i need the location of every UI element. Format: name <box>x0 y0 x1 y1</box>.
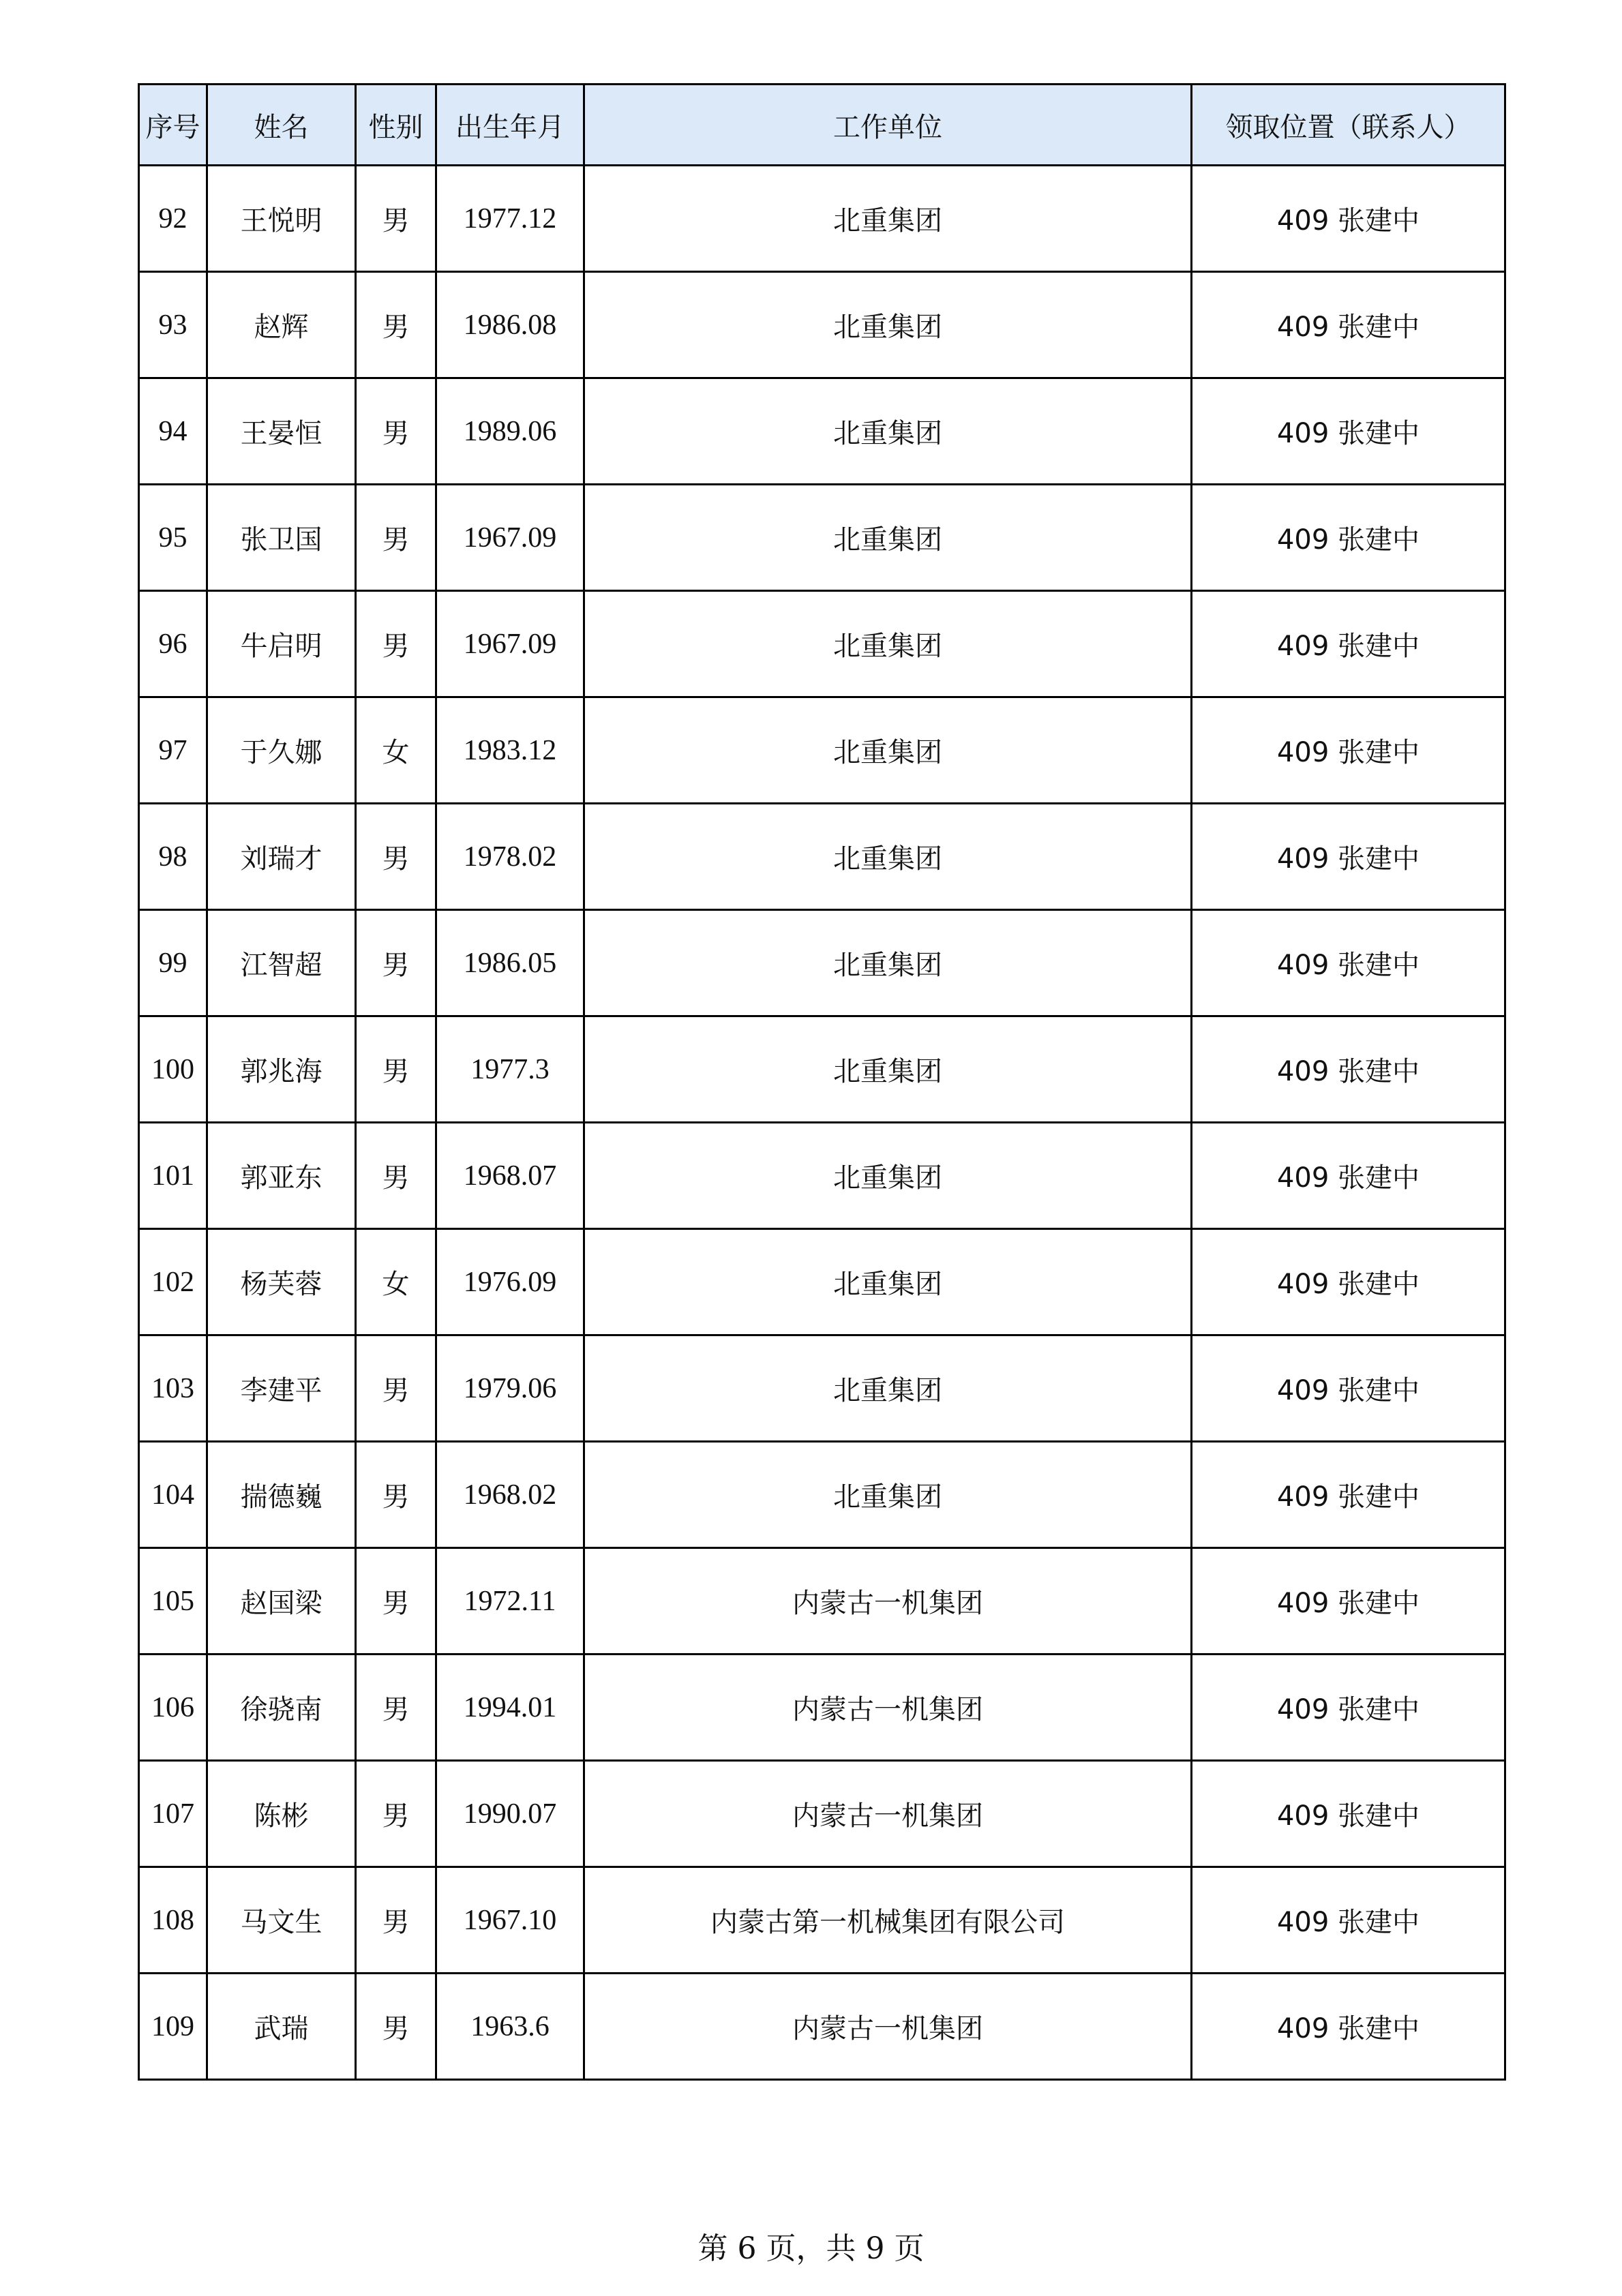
table-row <box>139 1123 1505 1229</box>
cell-name: 李建平 <box>207 1335 356 1442</box>
table-row <box>139 1548 1505 1655</box>
header-gender: 性别 <box>356 85 436 166</box>
cell-pickup: 409 张建中 <box>1192 1974 1505 2080</box>
cell-birth: 1990.07 <box>436 1761 584 1867</box>
cell-gender: 男 <box>356 591 436 697</box>
cell-name: 牛启明 <box>207 591 356 697</box>
cell-birth: 1989.06 <box>436 378 584 485</box>
table-row <box>139 1761 1505 1867</box>
cell-gender: 男 <box>356 1655 436 1761</box>
cell-birth: 1967.09 <box>436 591 584 697</box>
cell-unit: 北重集团 <box>584 591 1192 697</box>
cell-unit: 北重集团 <box>584 1123 1192 1229</box>
cell-unit: 内蒙古一机集团 <box>584 1548 1192 1655</box>
cell-gender: 女 <box>356 697 436 804</box>
cell-name: 徐骁南 <box>207 1655 356 1761</box>
cell-index: 102 <box>139 1229 207 1335</box>
cell-name: 张卫国 <box>207 485 356 591</box>
cell-gender: 男 <box>356 1442 436 1548</box>
table-row <box>139 1867 1505 1974</box>
cell-unit: 北重集团 <box>584 166 1192 272</box>
cell-pickup: 409 张建中 <box>1192 1123 1505 1229</box>
cell-gender: 男 <box>356 166 436 272</box>
table-header <box>139 85 1505 166</box>
cell-birth: 1977.3 <box>436 1016 584 1123</box>
cell-birth: 1994.01 <box>436 1655 584 1761</box>
cell-pickup: 409 张建中 <box>1192 378 1505 485</box>
cell-index: 105 <box>139 1548 207 1655</box>
cell-index: 94 <box>139 378 207 485</box>
cell-index: 103 <box>139 1335 207 1442</box>
table-row <box>139 591 1505 697</box>
cell-unit: 北重集团 <box>584 1442 1192 1548</box>
cell-pickup: 409 张建中 <box>1192 272 1505 378</box>
cell-index: 98 <box>139 804 207 910</box>
cell-name: 于久娜 <box>207 697 356 804</box>
cell-index: 96 <box>139 591 207 697</box>
cell-index: 108 <box>139 1867 207 1974</box>
cell-gender: 男 <box>356 378 436 485</box>
cell-birth: 1967.09 <box>436 485 584 591</box>
cell-unit: 内蒙古一机集团 <box>584 1655 1192 1761</box>
cell-unit: 北重集团 <box>584 804 1192 910</box>
cell-pickup: 409 张建中 <box>1192 804 1505 910</box>
cell-index: 92 <box>139 166 207 272</box>
cell-index: 100 <box>139 1016 207 1123</box>
table-row <box>139 166 1505 272</box>
cell-gender: 男 <box>356 272 436 378</box>
cell-birth: 1986.05 <box>436 910 584 1016</box>
cell-unit: 北重集团 <box>584 1016 1192 1123</box>
table-row <box>139 485 1505 591</box>
cell-pickup: 409 张建中 <box>1192 1655 1505 1761</box>
table-row <box>139 1016 1505 1123</box>
cell-birth: 1979.06 <box>436 1335 584 1442</box>
cell-pickup: 409 张建中 <box>1192 697 1505 804</box>
cell-unit: 北重集团 <box>584 1229 1192 1335</box>
cell-gender: 男 <box>356 1016 436 1123</box>
cell-birth: 1972.11 <box>436 1548 584 1655</box>
table-row <box>139 378 1505 485</box>
cell-birth: 1963.6 <box>436 1974 584 2080</box>
cell-pickup: 409 张建中 <box>1192 166 1505 272</box>
cell-name: 刘瑞才 <box>207 804 356 910</box>
cell-unit: 内蒙古第一机械集团有限公司 <box>584 1867 1192 1974</box>
cell-gender: 男 <box>356 1335 436 1442</box>
cell-gender: 男 <box>356 1761 436 1867</box>
cell-pickup: 409 张建中 <box>1192 1335 1505 1442</box>
cell-name: 杨芙蓉 <box>207 1229 356 1335</box>
cell-pickup: 409 张建中 <box>1192 1442 1505 1548</box>
cell-index: 107 <box>139 1761 207 1867</box>
cell-birth: 1978.02 <box>436 804 584 910</box>
table-row <box>139 697 1505 804</box>
cell-index: 99 <box>139 910 207 1016</box>
cell-birth: 1976.09 <box>436 1229 584 1335</box>
cell-unit: 北重集团 <box>584 272 1192 378</box>
cell-pickup: 409 张建中 <box>1192 1229 1505 1335</box>
table-row <box>139 804 1505 910</box>
cell-unit: 内蒙古一机集团 <box>584 1974 1192 2080</box>
cell-birth: 1983.12 <box>436 697 584 804</box>
cell-index: 93 <box>139 272 207 378</box>
cell-birth: 1968.02 <box>436 1442 584 1548</box>
cell-pickup: 409 张建中 <box>1192 1548 1505 1655</box>
cell-birth: 1977.12 <box>436 166 584 272</box>
table-body <box>139 166 1505 2080</box>
table-row <box>139 1335 1505 1442</box>
cell-index: 95 <box>139 485 207 591</box>
cell-unit: 北重集团 <box>584 1335 1192 1442</box>
cell-pickup: 409 张建中 <box>1192 1761 1505 1867</box>
cell-pickup: 409 张建中 <box>1192 1867 1505 1974</box>
cell-unit: 北重集团 <box>584 697 1192 804</box>
cell-gender: 女 <box>356 1229 436 1335</box>
cell-unit: 北重集团 <box>584 910 1192 1016</box>
table-row <box>139 1229 1505 1335</box>
header-birth: 出生年月 <box>436 85 584 166</box>
cell-gender: 男 <box>356 1123 436 1229</box>
cell-unit: 北重集团 <box>584 378 1192 485</box>
cell-index: 97 <box>139 697 207 804</box>
cell-unit: 内蒙古一机集团 <box>584 1761 1192 1867</box>
page-number: 第 6 页，共 9 页 <box>697 2231 925 2266</box>
cell-index: 104 <box>139 1442 207 1548</box>
cell-name: 郭亚东 <box>207 1123 356 1229</box>
table-row <box>139 1974 1505 2080</box>
table-row <box>139 910 1505 1016</box>
cell-pickup: 409 张建中 <box>1192 485 1505 591</box>
header-index: 序号 <box>139 85 207 166</box>
cell-index: 101 <box>139 1123 207 1229</box>
cell-pickup: 409 张建中 <box>1192 910 1505 1016</box>
cell-gender: 男 <box>356 1974 436 2080</box>
cell-name: 马文生 <box>207 1867 356 1974</box>
cell-name: 王晏恒 <box>207 378 356 485</box>
cell-name: 陈彬 <box>207 1761 356 1867</box>
cell-name: 赵辉 <box>207 272 356 378</box>
cell-birth: 1967.10 <box>436 1867 584 1974</box>
cell-unit: 北重集团 <box>584 485 1192 591</box>
cell-name: 武瑞 <box>207 1974 356 2080</box>
table-row <box>139 272 1505 378</box>
cell-name: 赵国梁 <box>207 1548 356 1655</box>
cell-gender: 男 <box>356 1867 436 1974</box>
cell-name: 王悦明 <box>207 166 356 272</box>
cell-name: 郭兆海 <box>207 1016 356 1123</box>
cell-birth: 1986.08 <box>436 272 584 378</box>
table-row <box>139 1655 1505 1761</box>
cell-name: 揣德巍 <box>207 1442 356 1548</box>
cell-gender: 男 <box>356 485 436 591</box>
header-unit: 工作单位 <box>584 85 1192 166</box>
cell-gender: 男 <box>356 804 436 910</box>
header-pickup: 领取位置（联系人） <box>1192 85 1505 166</box>
header-name: 姓名 <box>207 85 356 166</box>
cell-index: 109 <box>139 1974 207 2080</box>
cell-gender: 男 <box>356 1548 436 1655</box>
cell-pickup: 409 张建中 <box>1192 591 1505 697</box>
cell-gender: 男 <box>356 910 436 1016</box>
cell-name: 江智超 <box>207 910 356 1016</box>
cell-index: 106 <box>139 1655 207 1761</box>
header-row <box>139 85 1505 166</box>
table-row <box>139 1442 1505 1548</box>
cell-pickup: 409 张建中 <box>1192 1016 1505 1123</box>
cell-birth: 1968.07 <box>436 1123 584 1229</box>
roster-table <box>138 83 1506 2081</box>
